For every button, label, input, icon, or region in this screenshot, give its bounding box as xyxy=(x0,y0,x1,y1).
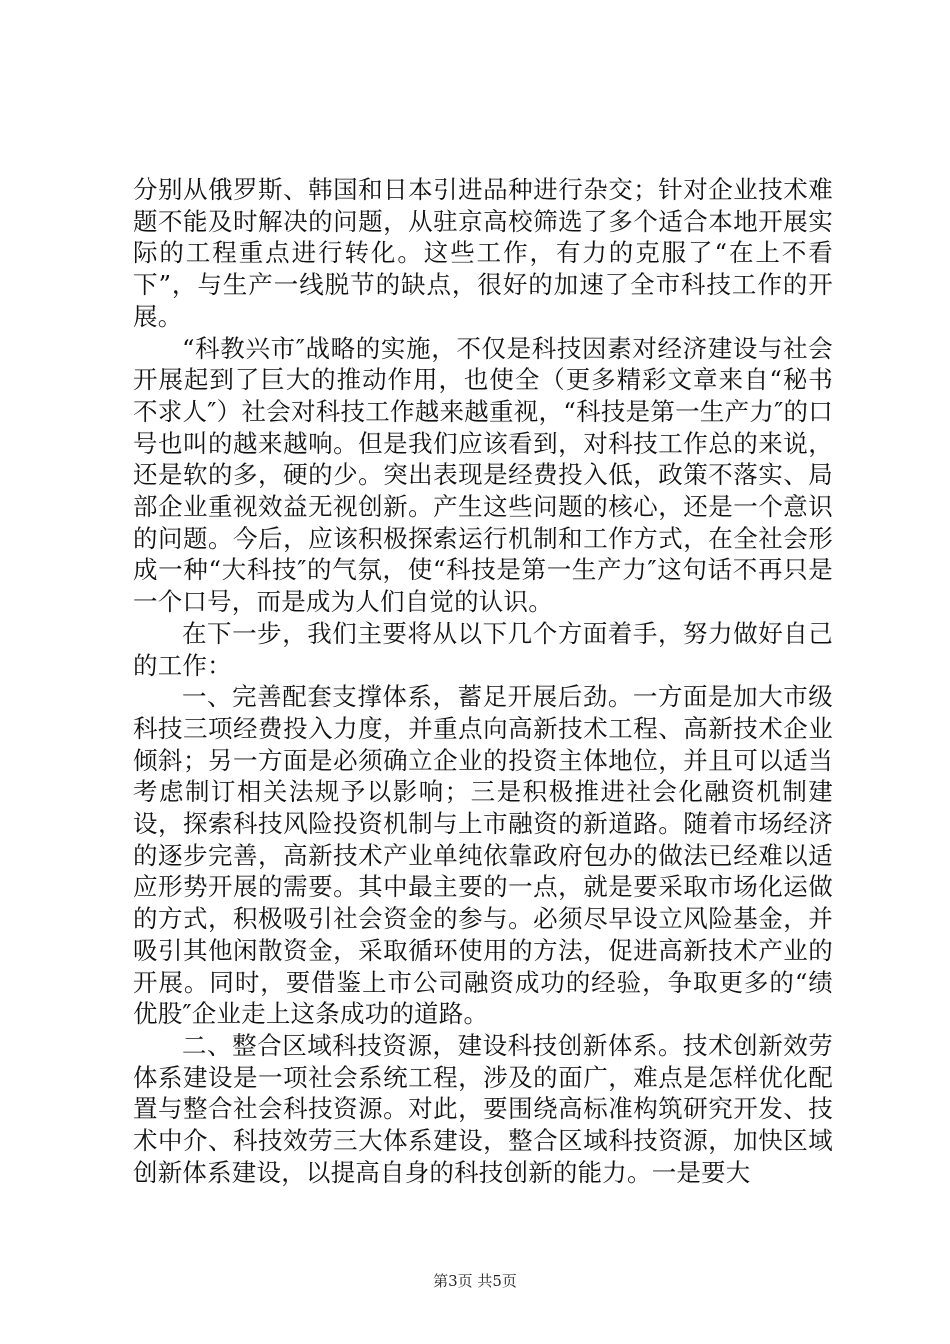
paragraph: 分别从俄罗斯、韩国和日本引进品种进行杂交；针对企业技术难题不能及时解决的问题，从驻京高校筛选了多个适合本地开展实际的工程重点进行转化。这些工作，有力的克服了“在上不看下”，与生产一线脱节的缺点，很好的加速了全市科技工作的开展。 xyxy=(133,175,833,331)
paragraph: “科教兴市″战略的实施，不仅是科技因素对经济建设与社会开展起到了巨大的推动作用，也使全（更多精彩文章来自“秘书不求人″）社会对科技工作越来越重视，“科技是第一生产力″的口号也叫的越来越响。但是我们应该看到，对科技工作总的来说，还是软的多，硬的少。突出表现是经费投入低，政策不落实、局部企业重视效益无视创新。产生这些问题的核心，还是一个意识的问题。今后，应该积极探索运行机制和工作方式，在全社会形成一种“大科技″的气氛，使“科技是第一生产力″这句话不再只是一个口号，而是成为人们自觉的认识。 xyxy=(133,333,833,617)
page-number: 第3页 共5页 xyxy=(433,1272,517,1290)
paragraph: 二、整合区域科技资源，建设科技创新体系。技术创新效劳体系建设是一项社会系统工程，涉及的面广，难点是怎样优化配置与整合社会科技资源。对此，要围绕高标准构筑研究开发、技术中介、科技效劳三大体系建设，整合区域科技资源，加快区域创新体系建设，以提高自身的科技创新的能力。一是要大 xyxy=(133,1030,833,1187)
document-body xyxy=(133,174,833,1189)
paragraph: 一、完善配套支撑体系，蓄足开展后劲。一方面是加大市级科技三项经费投入力度，并重点向高新技术工程、高新技术企业倾斜；另一方面是必须确立企业的投资主体地位，并且可以适当考虑制订相关法规予以影响；三是积极推进社会化融资机制建设，探索科技风险投资机制与上市融资的新道路。随着市场经济的逐步完善，高新技术产业单纯依靠政府包办的做法已经难以适应形势开展的需要。其中最主要的一点，就是要采取市场化运做的方式，积极吸引社会资金的参与。必须尽早设立风险基金，并吸引其他闲散资金，采取循环使用的方法，促进高新技术产业的开展。同时，要借鉴上市公司融资成功的经验，争取更多的“绩优股″企业走上这条成功的道路。 xyxy=(133,682,833,1029)
paragraph: 在下一步，我们主要将从以下几个方面着手，努力做好自己的工作： xyxy=(133,618,833,680)
page-footer xyxy=(0,1270,950,1291)
